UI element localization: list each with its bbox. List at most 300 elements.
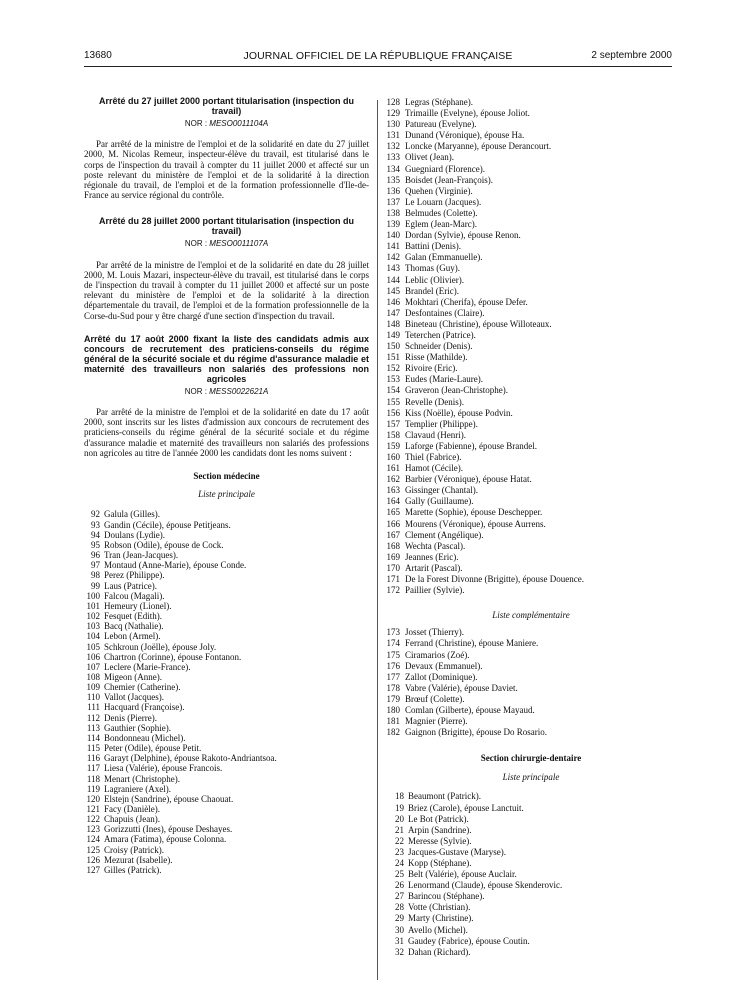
candidate-name: Gissinger (Chantal). <box>405 485 478 496</box>
candidate-name: Vallot (Jacques). <box>104 692 164 703</box>
rank-number: 125 <box>86 844 100 855</box>
rank-number: 123 <box>86 824 100 835</box>
decree-3-title: Arrêté du 17 août 2000 fixant la liste des candidats admis aux concours de recrutement des praticiens-conseils du régime général de la sécurité sociale et du régime d'assurance maladie et maternité des travailleurs non salariés des professions non agricoles <box>84 333 369 384</box>
list-item <box>386 385 676 396</box>
list-item <box>386 485 676 496</box>
rank-number: 124 <box>86 834 100 845</box>
list-item <box>386 694 676 705</box>
list-item <box>386 341 676 352</box>
list-item <box>386 836 676 847</box>
candidate-name: Marette (Sophie), épouse Deschepper. <box>405 507 543 518</box>
column-divider <box>377 100 378 980</box>
candidate-name: Chartron (Corinne), épouse Fontanon. <box>104 651 242 662</box>
list-item <box>386 825 676 836</box>
list-item <box>84 774 369 784</box>
candidate-name: Clavaud (Henri). <box>405 429 466 440</box>
list-item <box>84 702 369 712</box>
candidate-name: Devaux (Emmanuel). <box>405 660 483 671</box>
list-item <box>386 541 676 552</box>
rank-number: 27 <box>395 891 404 902</box>
rank-number: 162 <box>386 474 400 485</box>
candidate-name: Comlan (Gilberte), épouse Mayaud. <box>405 704 535 715</box>
list-item <box>386 297 676 308</box>
rank-number: 93 <box>91 519 100 530</box>
list-item <box>84 652 369 662</box>
candidate-name: Bacq (Nathalie). <box>104 621 164 632</box>
candidate-name: Paillier (Sylvie). <box>405 585 465 596</box>
candidate-name: Belt (Valérie), épouse Auclair. <box>408 869 517 880</box>
candidate-name: Ciramarios (Zoé). <box>405 649 470 660</box>
list-item <box>386 230 676 241</box>
rank-number: 132 <box>386 141 400 152</box>
list-item <box>386 661 676 672</box>
list-item <box>386 286 676 297</box>
candidate-name: Lagraniere (Axel). <box>104 783 171 794</box>
rank-number: 135 <box>386 174 400 185</box>
rank-number: 156 <box>386 407 400 418</box>
candidate-name: Votte (Christian). <box>408 902 471 913</box>
rank-number: 94 <box>91 529 100 540</box>
candidate-name: Arpin (Sandrine). <box>408 824 472 835</box>
list-item <box>386 638 676 649</box>
nor-label: NOR : <box>184 386 207 396</box>
candidate-name: Gauthier (Sophie). <box>104 722 171 733</box>
candidate-name: Facy (Danièle). <box>104 804 160 814</box>
liste-principale-title: Liste principale <box>198 489 255 500</box>
candidate-name: Briez (Carole), épouse Lanctuit. <box>408 802 524 813</box>
candidate-name: Schneider (Denis). <box>405 341 473 352</box>
rank-number: 181 <box>386 716 400 727</box>
candidate-name: Gaignon (Brigitte), épouse Do Rosario. <box>405 727 547 738</box>
candidate-name: Wechta (Pascal). <box>405 540 466 551</box>
list-item <box>386 363 676 374</box>
liste-complementaire-title: Liste complémentaire <box>492 610 570 621</box>
rank-number: 126 <box>86 854 100 865</box>
rank-number: 26 <box>395 880 404 891</box>
candidate-name: De la Forest Divonne (Brigitte), épouse Douence. <box>405 574 584 585</box>
candidate-name: Gilles (Patrick). <box>104 864 162 875</box>
rank-number: 179 <box>386 693 400 704</box>
list-item <box>386 814 676 825</box>
list-item <box>386 496 676 507</box>
list-item <box>386 252 676 263</box>
medecine-list-left <box>84 509 369 875</box>
rank-number: 169 <box>386 551 400 562</box>
decree-2-text: Par arrêté de la ministre de l'emploi et de la solidarité en date du 28 juillet 2000, M. Louis Mazari, inspecteur-élève du travail, est titularisé dans le corps de l'inspection du travail à compter du 11 juillet 2000 et affecté sur un poste relevant du ministère de l'emploi et de la solidarité à la direction départementale du travail, de l'emploi et de la formation professionnelle de la Corse-du-Sud pour y être chargé d'une section d'inspection du travail. <box>84 259 369 321</box>
candidate-name: Ferrand (Christine), épouse Maniere. <box>405 638 539 649</box>
list-item <box>386 574 676 585</box>
candidate-name: Jacques-Gustave (Maryse). <box>408 846 506 857</box>
list-item <box>386 452 676 463</box>
candidate-name: Barincou (Stéphane). <box>408 891 485 902</box>
candidate-name: Elstejn (Sandrine), épouse Chaouat. <box>104 793 234 804</box>
candidate-name: Beaumont (Patrick). <box>408 791 481 802</box>
rank-number: 164 <box>386 496 400 507</box>
rank-number: 23 <box>395 846 404 857</box>
rank-number: 118 <box>86 773 100 784</box>
candidate-name: Belmudes (Colette). <box>405 207 478 218</box>
candidate-name: Guegniard (Florence). <box>405 163 485 174</box>
rank-number: 157 <box>386 418 400 429</box>
candidate-name: Chapuis (Jean). <box>104 814 160 825</box>
candidate-name: Lenormand (Claude), épouse Skenderovic. <box>408 880 563 891</box>
page-header <box>84 50 672 64</box>
candidate-name: Teterchen (Patrice). <box>405 329 476 340</box>
rank-number: 22 <box>395 835 404 846</box>
rank-number: 172 <box>386 585 400 596</box>
candidate-name: Falcou (Magali). <box>104 590 165 601</box>
list-item <box>84 845 369 855</box>
candidate-name: Croisy (Patrick). <box>104 844 164 855</box>
list-item <box>386 119 676 130</box>
rank-number: 146 <box>386 296 400 307</box>
list-item <box>84 713 369 723</box>
rank-number: 111 <box>87 702 100 713</box>
list-item <box>386 925 676 936</box>
candidate-name: Trimaille (Evelyne), épouse Joliot. <box>405 108 530 119</box>
rank-number: 103 <box>86 621 100 632</box>
rank-number: 129 <box>386 108 400 119</box>
candidate-name: Dordan (Sylvie), épouse Renon. <box>405 230 521 241</box>
list-item <box>84 733 369 743</box>
rank-number: 148 <box>386 318 400 329</box>
list-item <box>386 683 676 694</box>
list-item <box>84 804 369 814</box>
list-item <box>386 474 676 485</box>
rank-number: 112 <box>86 712 100 723</box>
candidate-name: Zallot (Dominique). <box>405 671 478 682</box>
decree-3-text: Par arrêté de la ministre de l'emploi et de la solidarité en date du 17 août 2000, sont inscrits sur les listes d'admission aux concours de recrutement des praticiens-conseils du régime général de la sécurité sociale et du régime d'assurance maladie et maternité des travailleurs non salariés des professions non agricoles au titre de l'année 2000 les candidats dont les noms suivent : <box>84 407 369 458</box>
list-item <box>84 642 369 652</box>
candidate-name: Magnier (Pierre). <box>405 716 468 727</box>
rank-number: 107 <box>86 661 100 672</box>
candidate-name: Menart (Christophe). <box>104 773 180 784</box>
candidate-name: Graveron (Jean-Christophe). <box>405 385 508 396</box>
list-item <box>386 913 676 924</box>
list-item <box>84 581 369 591</box>
candidate-name: Meresse (Sylvie). <box>408 835 472 846</box>
rank-number: 174 <box>386 638 400 649</box>
rank-number: 149 <box>386 329 400 340</box>
list-item <box>84 682 369 692</box>
issue-date: 2 septembre 2000 <box>591 50 672 61</box>
candidate-name: Vabre (Valérie), épouse Daviet. <box>405 682 518 693</box>
list-item <box>386 463 676 474</box>
candidate-name: Mokhtari (Cherifa), épouse Defer. <box>405 296 528 307</box>
list-item <box>386 219 676 230</box>
rank-number: 32 <box>395 946 404 957</box>
candidate-name: Barbier (Véronique), épouse Hatat. <box>405 474 532 485</box>
list-item <box>386 408 676 419</box>
rank-number: 113 <box>86 722 100 733</box>
list-item <box>386 858 676 869</box>
list-item <box>84 530 369 540</box>
list-item <box>84 591 369 601</box>
candidate-name: Olivet (Jean). <box>405 152 454 163</box>
candidate-name: Doulans (Lydie). <box>104 529 165 540</box>
rank-number: 178 <box>386 682 400 693</box>
candidate-name: Thiel (Fabrice). <box>405 452 462 462</box>
candidate-name: Clement (Angélique). <box>405 529 484 540</box>
rank-number: 131 <box>386 130 400 141</box>
candidate-name: Garayt (Delphine), épouse Rakoto-Andriantsoa. <box>104 753 277 764</box>
list-item <box>386 727 676 738</box>
list-item <box>84 631 369 641</box>
list-item <box>386 152 676 163</box>
list-item <box>84 550 369 560</box>
list-item <box>386 352 676 363</box>
decree-2-nor <box>84 239 369 249</box>
rank-number: 101 <box>86 600 100 611</box>
candidate-name: Loncke (Maryanne), épouse Derancourt. <box>405 141 552 152</box>
candidate-name: Revelle (Denis). <box>405 396 464 407</box>
candidate-name: Gaudey (Fabrice), épouse Coutin. <box>408 935 530 946</box>
candidate-name: Gally (Guillaume). <box>405 496 474 507</box>
candidate-name: Eudes (Marie-Laure). <box>405 374 483 385</box>
candidate-name: Dunand (Véronique), épouse Ha. <box>405 130 525 141</box>
rank-number: 145 <box>386 285 400 296</box>
rank-number: 119 <box>86 783 100 794</box>
candidate-name: Amara (Fatima), épouse Colonna. <box>104 834 227 845</box>
rank-number: 168 <box>386 540 400 551</box>
list-item <box>386 419 676 430</box>
candidate-name: Le Louarn (Jacques). <box>405 196 482 207</box>
decree-2 <box>84 216 369 320</box>
rank-number: 171 <box>386 574 400 585</box>
list-item <box>386 308 676 319</box>
rank-number: 134 <box>386 163 400 174</box>
dentaire-list <box>386 791 676 957</box>
section-medecine-title: Section médecine <box>193 471 260 482</box>
list-item <box>386 507 676 518</box>
candidate-name: Laus (Patrice). <box>104 580 157 591</box>
candidate-name: Avello (Michel). <box>408 924 468 935</box>
list-item <box>386 441 676 452</box>
list-item <box>84 763 369 773</box>
rank-number: 116 <box>86 753 100 764</box>
decree-2-title: Arrêté du 28 juillet 2000 portant titularisation (inspection du travail) <box>98 216 355 237</box>
candidate-name: Brœuf (Colette). <box>405 693 465 704</box>
list-item <box>84 692 369 702</box>
nor-code: MESO0011104A <box>209 119 269 128</box>
left-column <box>84 96 369 875</box>
list-item <box>84 520 369 530</box>
candidate-name: Risse (Mathilde). <box>405 352 468 363</box>
rank-number: 153 <box>386 374 400 385</box>
decree-1 <box>84 96 369 200</box>
candidate-name: Josset (Thierry). <box>405 627 464 638</box>
list-item <box>386 330 676 341</box>
candidate-name: Fesquet (Edith). <box>104 611 162 622</box>
nor-label: NOR : <box>184 119 208 128</box>
rank-number: 24 <box>395 858 404 868</box>
rank-number: 160 <box>386 452 400 462</box>
list-item <box>386 108 676 119</box>
list-item <box>84 540 369 550</box>
candidate-name: Quehen (Virginie). <box>405 185 473 196</box>
rank-number: 18 <box>395 791 404 802</box>
decree-1-text: Par arrêté de la ministre de l'emploi et de la solidarité en date du 27 juillet 2000, M. Nicolas Remeur, inspecteur-élève du travail, est titularisé dans le corps de l'inspection du travail à compter du 11 juillet 2000 et affecté sur un poste relevant du ministère de l'emploi et de la solidarité à la direction régionale du travail, de l'emploi et de la formation professionnelle d'Ile-de-France au service régional du contrôle. <box>84 139 369 201</box>
list-item <box>386 97 676 108</box>
list-item <box>84 611 369 621</box>
rank-number: 177 <box>386 671 400 682</box>
candidate-name: Galan (Emmanuelle). <box>405 252 483 263</box>
decree-3 <box>84 334 369 875</box>
rank-number: 21 <box>395 824 404 835</box>
list-item <box>386 891 676 902</box>
page-number: 13680 <box>84 50 112 61</box>
list-item <box>84 794 369 804</box>
list-item <box>386 130 676 141</box>
candidate-name: Leclere (Marie-France). <box>104 661 191 672</box>
rank-number: 163 <box>386 485 400 496</box>
candidate-name: Thomas (Guy). <box>405 263 460 274</box>
list-item <box>84 601 369 611</box>
medecine-list-right <box>386 97 676 596</box>
list-item <box>386 627 676 638</box>
candidate-name: Bondonneau (Michel). <box>104 732 186 743</box>
rank-number: 96 <box>91 550 100 561</box>
list-item <box>84 865 369 875</box>
nor-code: MESS0022621A <box>209 386 269 396</box>
list-item <box>84 570 369 580</box>
rank-number: 159 <box>386 440 400 451</box>
rank-number: 105 <box>86 641 100 652</box>
nor-label: NOR : <box>184 239 208 249</box>
rank-number: 180 <box>386 704 400 715</box>
candidate-name: Rivoire (Eric). <box>405 363 458 374</box>
list-item <box>84 509 369 519</box>
rank-number: 97 <box>91 560 100 571</box>
candidate-name: Lebon (Armel). <box>104 631 161 642</box>
rank-number: 140 <box>386 230 400 241</box>
rank-number: 154 <box>386 385 400 396</box>
candidate-name: Kiss (Noëlle), épouse Podvin. <box>405 407 513 418</box>
rank-number: 170 <box>386 562 400 573</box>
list-item <box>386 319 676 330</box>
list-item <box>386 197 676 208</box>
header-rule <box>84 66 672 67</box>
candidate-name: Schkroun (Joëlle), épouse Joly. <box>104 641 217 652</box>
list-item <box>386 374 676 385</box>
candidate-name: Galula (Gilles). <box>104 509 160 520</box>
rank-number: 114 <box>86 732 100 743</box>
candidate-name: Denis (Pierre). <box>104 712 157 723</box>
candidate-name: Laforge (Fabienne), épouse Brandel. <box>405 440 538 451</box>
complementary-list <box>386 627 676 738</box>
candidate-name: Brandel (Eric). <box>405 285 459 296</box>
rank-number: 109 <box>86 682 100 693</box>
list-item <box>386 263 676 274</box>
candidate-name: Hacquard (Françoise). <box>104 702 185 713</box>
rank-number: 115 <box>86 743 100 754</box>
list-item <box>386 563 676 574</box>
list-item <box>386 947 676 958</box>
rank-number: 98 <box>91 570 100 581</box>
decree-1-title: Arrêté du 27 juillet 2000 portant titularisation (inspection du travail) <box>98 96 355 116</box>
rank-number: 141 <box>386 241 400 252</box>
candidate-name: Peter (Odile), épouse Petit. <box>104 743 202 754</box>
rank-number: 155 <box>386 396 400 407</box>
rank-number: 121 <box>86 804 100 814</box>
candidate-name: Le Bot (Patrick). <box>408 813 469 824</box>
candidate-name: Perez (Philippe). <box>104 570 165 581</box>
rank-number: 144 <box>386 274 400 285</box>
list-item <box>386 208 676 219</box>
rank-number: 166 <box>386 518 400 529</box>
list-item <box>386 519 676 530</box>
rank-number: 28 <box>395 902 404 913</box>
rank-number: 128 <box>386 97 400 107</box>
rank-number: 102 <box>86 611 100 622</box>
rank-number: 152 <box>386 363 400 374</box>
rank-number: 92 <box>91 509 100 520</box>
rank-number: 161 <box>386 463 400 474</box>
candidate-name: Chemier (Catherine). <box>104 682 181 693</box>
rank-number: 108 <box>86 671 100 682</box>
rank-number: 25 <box>395 869 404 880</box>
rank-number: 106 <box>86 651 100 662</box>
list-item <box>386 936 676 947</box>
list-item <box>386 164 676 175</box>
rank-number: 139 <box>386 219 400 230</box>
list-item <box>84 621 369 631</box>
list-item <box>84 814 369 824</box>
candidate-name: Mourens (Véronique), épouse Aurrens. <box>405 518 546 529</box>
list-item <box>84 560 369 570</box>
candidate-name: Hamot (Cécile). <box>405 463 463 474</box>
candidate-name: Hemeury (Lionel). <box>104 600 172 611</box>
candidate-name: Kopp (Stéphane). <box>408 858 472 868</box>
list-item <box>84 723 369 733</box>
candidate-name: Montaud (Anne-Marie), épouse Conde. <box>104 560 247 571</box>
list-item <box>386 241 676 252</box>
rank-number: 165 <box>386 507 400 518</box>
rank-number: 117 <box>86 763 100 774</box>
rank-number: 182 <box>386 727 400 738</box>
list-item <box>386 530 676 541</box>
list-item <box>386 880 676 891</box>
list-item <box>386 791 676 802</box>
list-item <box>84 672 369 682</box>
rank-number: 122 <box>86 814 100 825</box>
candidate-name: Battini (Denis). <box>405 241 461 252</box>
decree-3-nor <box>84 387 369 397</box>
candidate-name: Gandin (Cécile), épouse Petitjeans. <box>104 519 231 530</box>
list-item <box>386 275 676 286</box>
journal-title: JOURNAL OFFICIEL DE LA RÉPUBLIQUE FRANÇAISE <box>243 50 513 62</box>
list-item <box>84 855 369 865</box>
list-item <box>386 430 676 441</box>
list-item <box>386 650 676 661</box>
rank-number: 133 <box>386 152 400 163</box>
rank-number: 104 <box>86 631 100 642</box>
rank-number: 150 <box>386 341 400 352</box>
rank-number: 142 <box>386 252 400 263</box>
list-item <box>386 141 676 152</box>
rank-number: 173 <box>386 627 400 638</box>
candidate-name: Migeon (Anne). <box>104 671 162 682</box>
list-item <box>386 585 676 596</box>
list-item <box>84 743 369 753</box>
rank-number: 30 <box>395 924 404 935</box>
list-item <box>386 803 676 814</box>
candidate-name: Boisdet (Jean-François). <box>405 174 493 185</box>
rank-number: 127 <box>86 864 100 875</box>
candidate-name: Dahan (Richard). <box>408 946 471 957</box>
candidate-name: Robson (Odile), épouse de Cock. <box>104 539 224 550</box>
candidate-name: Tran (Jean-Jacques). <box>104 550 179 561</box>
